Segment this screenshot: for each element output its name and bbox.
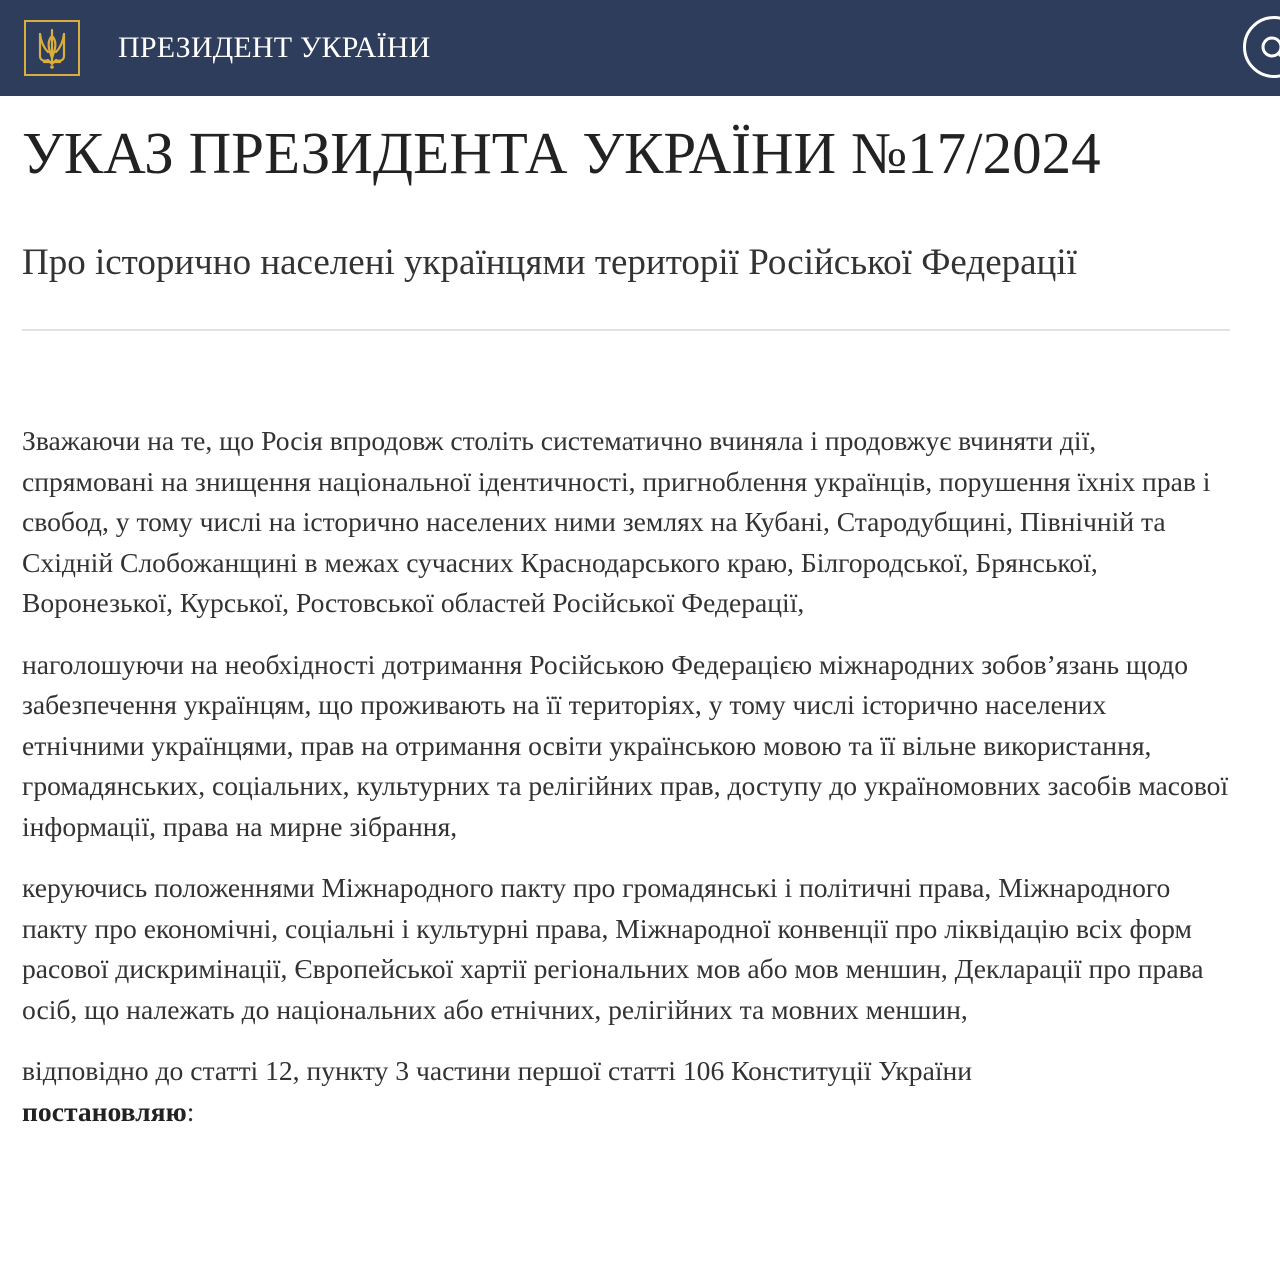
- paragraph-text: відповідно до статті 12, пункту 3 частини першої статті 106 Конституції України: [22, 1055, 973, 1086]
- paragraph: Зважаючи на те, що Росія впродовж століть систематично вчиняла і продовжує вчиняти дії, спрямовані на знищення національної ідентичності, пригноблення українців, порушення їхніх прав і свобод, у тому числі на історично населених ними землях на Кубані, Стародубщині, Північній та Східній Слобожанщині в межах сучасних Краснодарського краю, Білгородської, Брянської, Воронезької, Курської, Ростовської областей Російської Федерації,: [22, 425, 1211, 618]
- paragraph: наголошуючи на необхідності дотримання Російською Федерацією міжнародних зобов’язань щодо забезпечення українцям, що проживають на її територіях, у тому числі історично населених етнічними українцями, прав на отримання освіти українською мовою та її вільне використання, громадянських, соціальних, культурних та релігійних прав, доступу до україномовних засобів масової інформації, права на мирне зібрання,: [22, 648, 1229, 842]
- site-title[interactable]: ПРЕЗИДЕНТ УКРАЇНИ: [118, 31, 431, 64]
- decree-word: постановляю: [22, 1095, 187, 1127]
- search-icon: [1246, 19, 1280, 78]
- search-button[interactable]: [1243, 16, 1280, 78]
- trident-coat-of-arms-icon[interactable]: [24, 20, 80, 76]
- paragraph-final: [22, 1051, 1232, 1132]
- divider: [22, 329, 1230, 331]
- site-header: [0, 0, 1280, 96]
- decree-punct: :: [186, 1095, 195, 1127]
- page-subtitle: Про історично населені українцями території Російської Федерації: [22, 242, 1077, 283]
- page-title: УКАЗ ПРЕЗИДЕНТА УКРАЇНИ №17/2024: [22, 120, 1101, 186]
- document-body: [22, 421, 1232, 1153]
- paragraph: керуючись положеннями Міжнародного пакту про громадянські і політичні права, Міжнародного пакту про економічні, соціальні і культурні права, Міжнародної конвенції про ліквідацію всіх форм расової дискримінації, Європейської хартії регіональних мов або мов меншин, Декларації про права осіб, що належать до національних або етнічних, релігійних та мовних меншин,: [22, 872, 1204, 1025]
